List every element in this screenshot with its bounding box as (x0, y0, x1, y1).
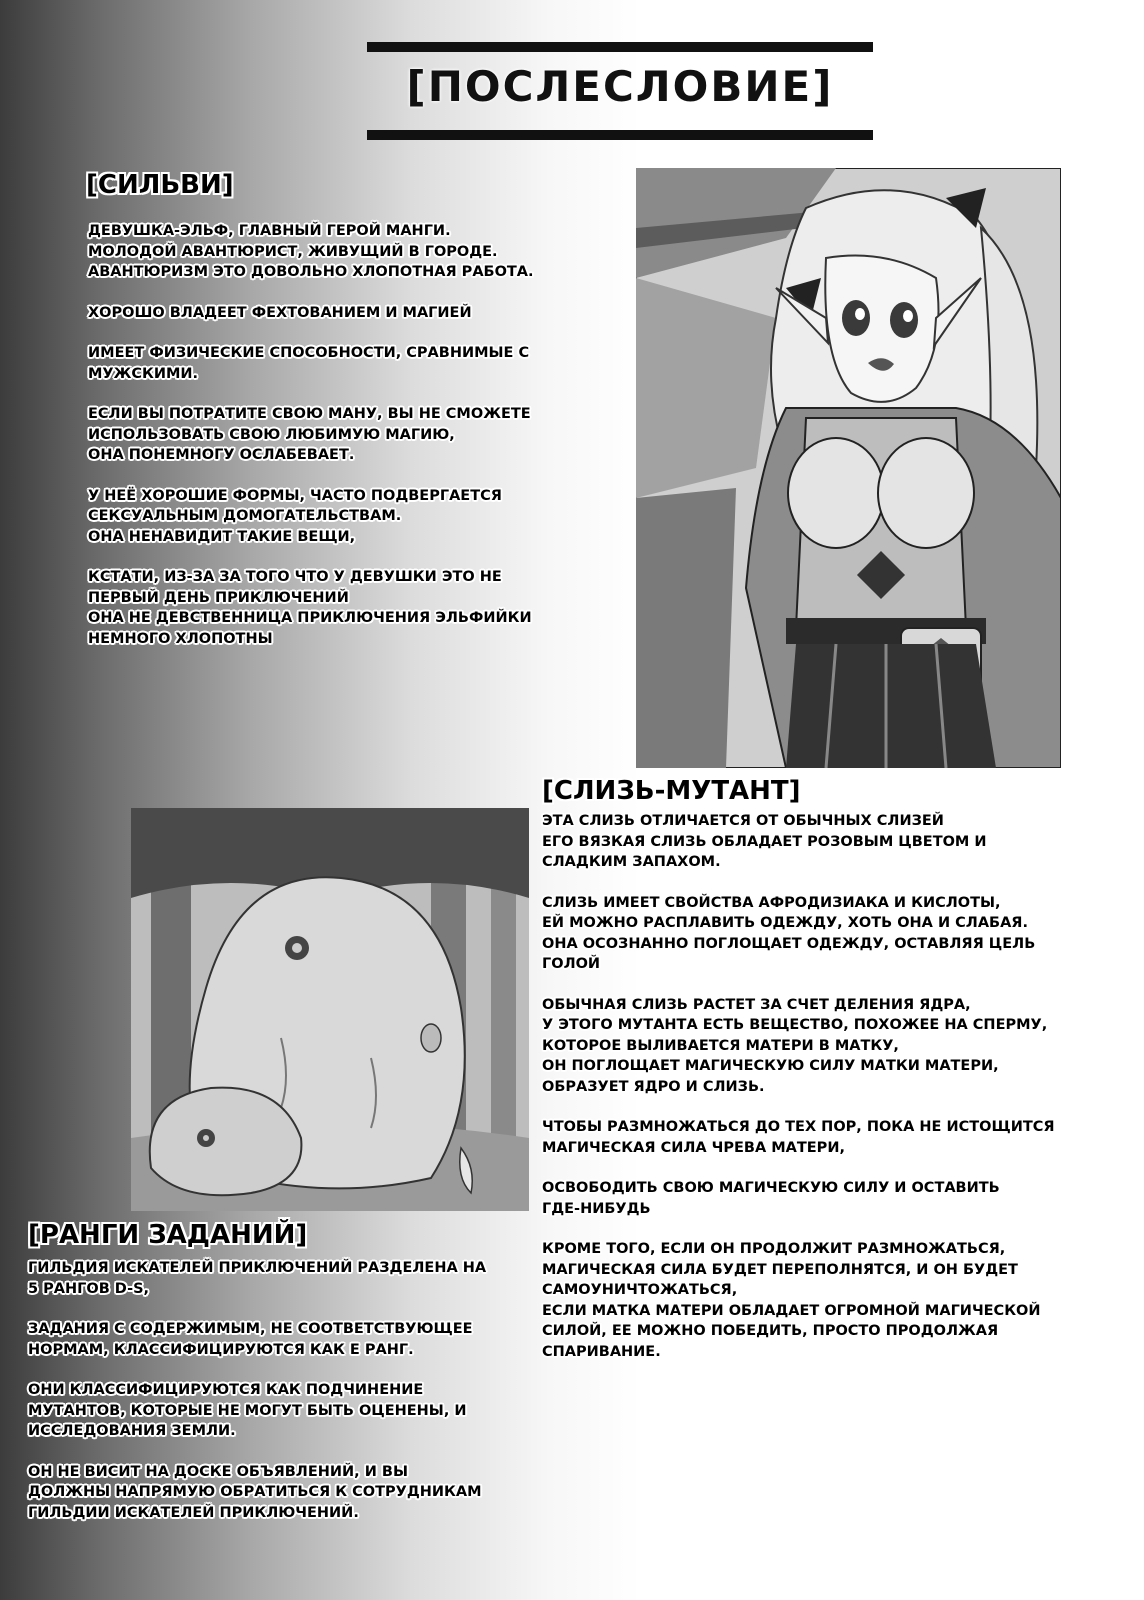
title-bottom-rule (367, 130, 873, 140)
section-heading-slime: [СЛИЗЬ-МУТАНТ] (542, 776, 801, 806)
ranks-paragraph-2: ЗАДАНИЯ С СОДЕРЖИМЫМ, НЕ СООТВЕТСТВУЮЩЕЕ НОРМАМ, КЛАССИФИЦИРУЮТСЯ КАК E РАНГ. (28, 1321, 473, 1358)
section-heading-ranks: [РАНГИ ЗАДАНИЙ] (28, 1220, 308, 1250)
slime-paragraph-6: КРОМЕ ТОГО, ЕСЛИ ОН ПРОДОЛЖИТ РАЗМНОЖАТЬСЯ, МАГИЧЕСКАЯ СИЛА БУДЕТ ПЕРЕПОЛНЯТСЯ, И ОН БУДЕТ САМОУНИЧТОЖАТЬСЯ, ЕСЛИ МАТКА МАТЕРИ ОБЛАДАЕТ ОГРОМНОЙ МАГИЧЕСКОЙ СИЛОЙ, ЕЕ МОЖНО ПОБЕДИТЬ, ПРОСТО ПРОДОЛЖАЯ СПАРИВАНИЕ. (542, 1241, 1041, 1360)
slime-paragraph-2: СЛИЗЬ ИМЕЕТ СВОЙСТВА АФРОДИЗИАКА И КИСЛОТЫ, ЕЙ МОЖНО РАСПЛАВИТЬ ОДЕЖДУ, ХОТЬ ОНА И СЛАБАЯ. ОНА ОСОЗНАННО ПОГЛОЩАЕТ ОДЕЖДУ, ОСТАВЛЯЯ ЦЕЛЬ ГОЛОЙ (542, 894, 1036, 972)
sylvie-paragraph-2: ХОРОШО ВЛАДЕЕТ ФЕХТОВАНИЕМ И МАГИЕЙ (88, 304, 472, 321)
ranks-paragraph-1: ГИЛЬДИЯ ИСКАТЕЛЕЙ ПРИКЛЮЧЕНИЙ РАЗДЕЛЕНА НА 5 РАНГОВ D-S, (28, 1260, 487, 1297)
section-heading-sylvie: [СИЛЬВИ] (86, 170, 234, 200)
section-body-sylvie (88, 221, 628, 649)
sylvie-paragraph-1: ДЕВУШКА-ЭЛЬФ, ГЛАВНЫЙ ГЕРОЙ МАНГИ. МОЛОДОЙ АВАНТЮРИСТ, ЖИВУЩИЙ В ГОРОДЕ. АВАНТЮРИЗМ ЭТО ДОВОЛЬНО ХЛОПОТНАЯ РАБОТА. (88, 223, 534, 280)
sylvie-paragraph-6: КСТАТИ, ИЗ-ЗА ЗА ТОГО ЧТО У ДЕВУШКИ ЭТО НЕ ПЕРВЫЙ ДЕНЬ ПРИКЛЮЧЕНИЙ ОНА НЕ ДЕВСТВЕННИЦА ПРИКЛЮЧЕНИЯ ЭЛЬФИЙКИ НЕМНОГО ХЛОПОТНЫ (88, 569, 532, 647)
sylvie-paragraph-4: ЕСЛИ ВЫ ПОТРАТИТЕ СВОЮ МАНУ, ВЫ НЕ СМОЖЕТЕ ИСПОЛЬЗОВАТЬ СВОЮ ЛЮБИМУЮ МАГИЮ, ОНА ПОНЕМНОГУ ОСЛАБЕВАЕТ. (88, 406, 531, 463)
slime-paragraph-5: ОСВОБОДИТЬ СВОЮ МАГИЧЕСКУЮ СИЛУ И ОСТАВИТЬ ГДЕ-НИБУДЬ (542, 1180, 1000, 1217)
slime-illustration (131, 808, 529, 1211)
ranks-paragraph-3: ОНИ КЛАССИФИЦИРУЮТСЯ КАК ПОДЧИНЕНИЕ МУТАНТОВ, КОТОРЫЕ НЕ МОГУТ БЫТЬ ОЦЕНЕНЫ, И ИССЛЕДОВАНИЯ ЗЕМЛИ. (28, 1382, 467, 1439)
page-title: [ПОСЛЕСЛОВИЕ] (406, 62, 834, 111)
ranks-paragraph-4: ОН НЕ ВИСИТ НА ДОСКЕ ОБЪЯВЛЕНИЙ, И ВЫ ДОЛЖНЫ НАПРЯМУЮ ОБРАТИТЬСЯ К СОТРУДНИКАМ ГИЛЬДИИ ИСКАТЕЛЕЙ ПРИКЛЮЧЕНИЙ. (28, 1463, 482, 1521)
sylvie-paragraph-5: У НЕЁ ХОРОШИЕ ФОРМЫ, ЧАСТО ПОДВЕРГАЕТСЯ СЕКСУАЛЬНЫМ ДОМОГАТЕЛЬСТВАМ. ОНА НЕНАВИДИТ ТАКИЕ ВЕЩИ, (88, 487, 502, 545)
section-body-slime (542, 811, 1132, 1362)
slime-paragraph-4: ЧТОБЫ РАЗМНОЖАТЬСЯ ДО ТЕХ ПОР, ПОКА НЕ ИСТОЩИТСЯ МАГИЧЕСКАЯ СИЛА ЧРЕВА МАТЕРИ, (542, 1119, 1055, 1156)
elf-illustration (636, 168, 1061, 768)
slime-paragraph-1: ЭТА СЛИЗЬ ОТЛИЧАЕТСЯ ОТ ОБЫЧНЫХ СЛИЗЕЙ ЕГО ВЯЗКАЯ СЛИЗЬ ОБЛАДАЕТ РОЗОВЫМ ЦВЕТОМ И СЛАДКИМ ЗАПАХОМ. (542, 813, 987, 870)
section-body-ranks (28, 1258, 528, 1523)
title-top-rule (367, 42, 873, 52)
slime-paragraph-3: ОБЫЧНАЯ СЛИЗЬ РАСТЕТ ЗА СЧЕТ ДЕЛЕНИЯ ЯДРА, У ЭТОГО МУТАНТА ЕСТЬ ВЕЩЕСТВО, ПОХОЖЕЕ НА СПЕРМУ, КОТОРОЕ ВЫЛИВАЕТСЯ МАТЕРИ В МАТКУ, ОН ПОГЛОЩАЕТ МАГИЧЕСКУЮ СИЛУ МАТКИ МАТЕРИ, ОБРАЗУЕТ ЯДРО И СЛИЗЬ. (542, 996, 1048, 1095)
sylvie-paragraph-3: ИМЕЕТ ФИЗИЧЕСКИЕ СПОСОБНОСТИ, СРАВНИМЫЕ С МУЖСКИМИ. (88, 345, 530, 382)
